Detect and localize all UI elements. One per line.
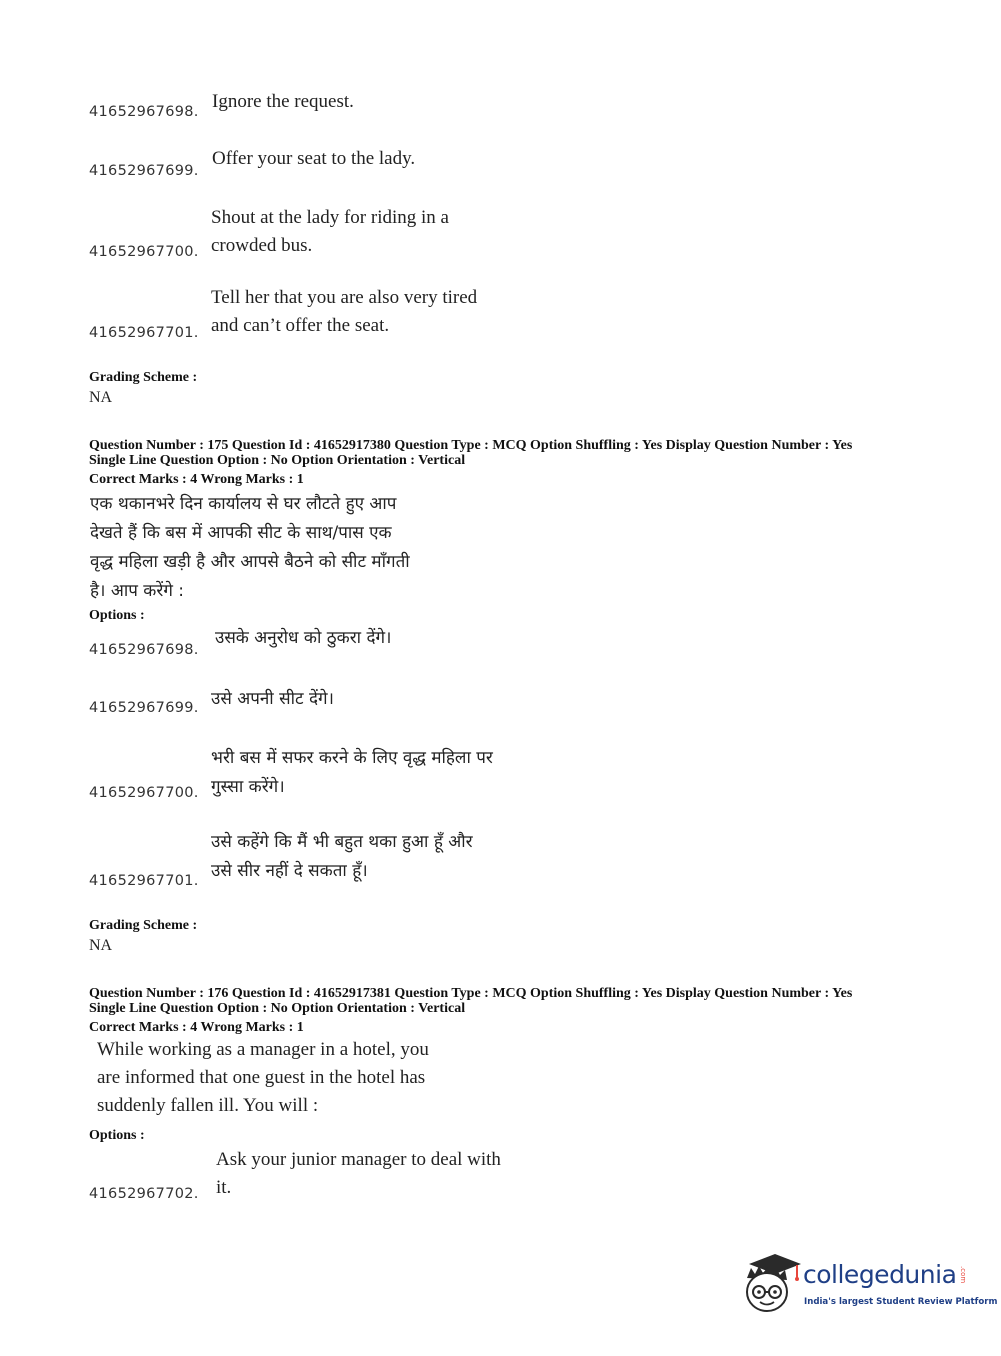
options-label: Options :	[89, 608, 145, 623]
question-marks: Correct Marks : 4 Wrong Marks : 1	[89, 1020, 304, 1035]
mascot-icon	[741, 1248, 803, 1314]
option-text: Shout at the lady for riding in a crowded bus.	[211, 207, 449, 256]
question-meta-line2: Single Line Question Option : No Option Orientation : Vertical	[89, 1001, 466, 1016]
question-meta-line1: Question Number : 175 Question Id : 41652917380 Question Type : MCQ Option Shuffling : Yes Display Question Number : Yes	[89, 438, 853, 453]
question-meta-line1: Question Number : 176 Question Id : 41652917381 Question Type : MCQ Option Shuffling : Yes Display Question Number : Yes	[89, 986, 853, 1001]
grading-scheme-label: Grading Scheme :	[89, 370, 198, 385]
collegedunia-logo	[741, 1248, 998, 1318]
logo-tagline: India's largest Student Review Platform	[804, 1297, 998, 1307]
question-meta-line2: Single Line Question Option : No Option Orientation : Vertical	[89, 453, 466, 468]
grading-scheme-label: Grading Scheme :	[89, 918, 198, 933]
question-marks: Correct Marks : 4 Wrong Marks : 1	[89, 472, 304, 487]
logo-wordmark: collegedunia	[803, 1260, 957, 1289]
option-text: Offer your seat to the lady.	[212, 148, 416, 169]
grading-scheme-value: NA	[89, 937, 113, 954]
question-stem: While working as a manager in a hotel, you are informed that one guest in the hotel has suddenly fallen ill. You will :	[97, 1039, 429, 1116]
option-text: Ask your junior manager to deal with it.	[216, 1149, 501, 1198]
option-id: 41652967701.	[89, 873, 199, 889]
grading-scheme-value: NA	[89, 389, 113, 406]
option-text: Tell her that you are also very tired and can’t offer the seat.	[211, 287, 478, 336]
option-id: 41652967700.	[89, 244, 199, 260]
option-id: 41652967701.	[89, 325, 199, 341]
option-id: 41652967698.	[89, 642, 199, 658]
question-stem: एक थकानभरे दिन कार्यालय से घर लौटते हुए आप देखते हैं कि बस में आपकी सीट के साथ/पास एक वृद्ध महिला खड़ी है और आपसे बैठने को सीट माँगती है। आप करेंगे :	[90, 494, 410, 601]
option-text: उसके अनुरोध को ठुकरा देंगे।	[215, 628, 392, 648]
option-text: भरी बस में सफर करने के लिए वृद्ध महिला पर गुस्सा करेंगे।	[211, 748, 493, 797]
option-text: उसे कहेंगे कि मैं भी बहुत थका हुआ हूँ और उसे सीर नहीं दे सकता हूँ।	[211, 832, 473, 881]
option-id: 41652967699.	[89, 163, 199, 179]
option-id: 41652967699.	[89, 700, 199, 716]
option-id: 41652967698.	[89, 104, 199, 120]
option-text: Ignore the request.	[212, 91, 354, 112]
option-text: उसे अपनी सीट देंगे।	[211, 689, 335, 709]
options-label: Options :	[89, 1128, 145, 1143]
option-id: 41652967700.	[89, 785, 199, 801]
option-id: 41652967702.	[89, 1186, 199, 1202]
logo-com: .com	[959, 1266, 967, 1284]
